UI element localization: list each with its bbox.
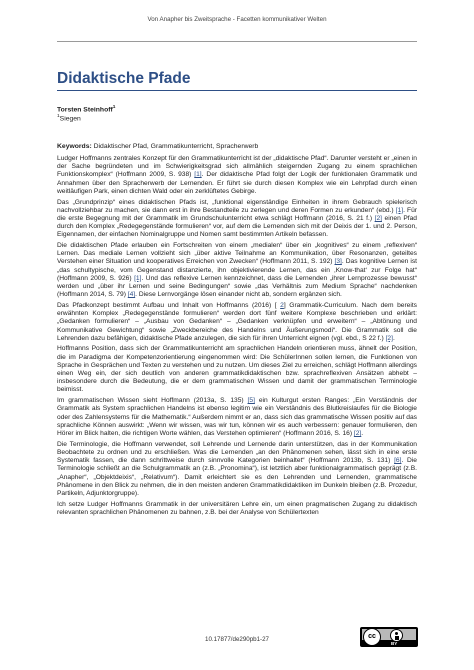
- article-title: Didaktische Pfade: [57, 70, 191, 87]
- body-paragraph: [57, 441, 417, 498]
- paragraph-text: . Die Terminologie schließt an die Schulgrammatik an (z.B. „Pronomina“), ist letztlich aber funktionalgrammatisch geprägt (z.B. „Anapher“, „Objektdeixis“, „Relativum“). Damit erleichtert sie es den Lehrenden und Lernenden, grammatische Phänomene in den Blick zu nehmen, die in den meisten anderen Grammatikdidaktiken im Dunkeln bleiben (z.B. Prozedur, Partikeln, Adjunktorgruppe).: [57, 457, 417, 497]
- cc-by-license-badge[interactable]: [360, 627, 418, 647]
- person-body-shape: [395, 636, 399, 640]
- affiliation-mark: 1: [57, 114, 60, 119]
- paragraph-text: . Der didaktische Pfad folgt der Logik der funktionalen Grammatik und Annahmen über den Spracherwerb der Lernenden. Er führt sie durch diesen Komplex wie ein Lehrpfad durch einen weitläufigen Park, einen dichten Wald oder ein zerklüftetes Gebirge.: [57, 171, 417, 195]
- body-paragraph: [57, 397, 417, 438]
- keywords-text: Didaktischer Pfad, Grammatikunterricht, Spracherwerb: [93, 143, 259, 150]
- affiliation-place: Siegen: [59, 115, 81, 123]
- title-divider: [57, 90, 417, 91]
- reference-link[interactable]: [4]: [127, 291, 136, 299]
- author-name: Torsten Steinhoff: [57, 106, 113, 114]
- paragraph-text: .: [361, 430, 364, 437]
- paragraph-text: ein Kulturgut ersten Ranges: „Ein Verständnis der Grammatik als System sprachlichen Handelns ist ebenso legitim wie ein Verständnis des Blutkreislaufes für die Biologie oder des Zahlensystems für die Mathematik.“ Außerdem nimmt er an, dass sich das grammatische Wissen positiv auf das sprachliche Können auswirkt: „Wenn wir wissen, was wir tun, können wir es auch verbessern: genauer formulieren, den Hörer im Blick halten, die richtigen Worte wählen, das Verstehen optimieren“ (Hoffmann 2016, S. 16): [57, 397, 417, 437]
- paragraph-text: Das Pfadkonzept bestimmt Aufbau und Inhalt von Hoffmanns (2016) [: [57, 301, 281, 309]
- body-paragraph: [57, 501, 417, 517]
- reference-link[interactable]: [1]: [194, 171, 202, 179]
- reference-link[interactable]: [5]: [247, 397, 255, 405]
- by-label: BY: [391, 641, 398, 646]
- reference-link[interactable]: [3]: [334, 258, 342, 266]
- keywords-label: Keywords:: [57, 143, 92, 150]
- paragraph-text: Das „Grundprinzip“ eines didaktischen Pfads ist, „funktional eigenständige Einheiten in ihrem Gebrauch spielerisch nachvollziehbar zu machen, sie dann erst in ihre Bestandteile zu zerlegen und deren Formen zu erkunden“ (ebd.): [57, 198, 417, 214]
- article-body: [57, 155, 417, 520]
- reference-link[interactable]: [1]: [134, 274, 142, 282]
- body-paragraph: [57, 199, 417, 240]
- affiliation-line: [57, 114, 81, 122]
- author-line: [57, 105, 115, 113]
- body-paragraph: [57, 345, 417, 394]
- paragraph-text: . Für die erste Begegnung mit der Grammatik im Grundschulunterricht etwa schlägt Hoffmann (2016, S. 21 f.): [57, 206, 417, 222]
- reference-link[interactable]: [2]: [374, 214, 382, 222]
- reference-link[interactable]: 2: [280, 301, 284, 309]
- paragraph-text: Hoffmanns Position, dass sich der Grammatikunterricht am sprachlichen Handeln orientieren muss, ähnelt der Position, die im Paradigma der Kompetenzorientierung eingenommen wird: Die SchülerInnen sollen lernen, die Funktionen von Sprache in Gesprächen und Texten zu verstehen und zu nutzen. Um dieses Ziel zu erreichen, schlägt Hoffmann allerdings einen Weg ein, der sich deutlich von anderen grammatikdidaktischen bzw. sprachreflexiven Ansätzen abhebt – insbesondere durch die Bedeutung, die er dem grammatischen Wissen und damit der grammatischen Terminologie beimisst.: [57, 345, 417, 394]
- paragraph-text: Ludger Hoffmanns zentrales Konzept für den Grammatikunterricht ist der „didaktische Pfad“. Darunter versteht er „einen in der Sache begründeten und im Schwierigkeitsgrad sich allmählich steigernden Zugang zu einem sprachlichen Funktionskomplex“ (Hoffmann 2009, S. 938): [57, 155, 417, 179]
- body-paragraph: [57, 242, 417, 299]
- body-paragraph: [57, 302, 417, 343]
- paragraph-text: . Und das reflexive Lernen kennzeichnet, dass die Lernenden „ihrer Lernprozesse bewusst“ werden und „über ihr Lernen und seine Bedingungen“ sowie „das Verhältnis zum Medium Sprache“ nachdenken (Hoffmann 2014, S. 79): [57, 274, 417, 299]
- paragraph-text: Im grammatischen Wissen sieht Hoffmann (2013a, S. 135): [57, 397, 248, 405]
- cc-icon: cc: [363, 628, 381, 646]
- author-affiliation-mark: 1: [112, 105, 116, 110]
- reference-link[interactable]: [2]: [353, 430, 362, 437]
- reference-link[interactable]: [6]: [394, 457, 402, 465]
- paragraph-text: Die didaktischen Pfade erlauben ein Fortschreiten von einem „medialen“ über ein „kognitives“ zu einem „reflexiven“ Lernen. Das mediale Lernen vollzieht sich „über aktive Teilnahme an Kommunikation, über Resonanzen, geteiltes Verstehen einer Situation und kooperatives Erreichen von Zwecken“ (Hoffmann 2011, S. 192): [57, 242, 417, 266]
- doi-footer[interactable]: 10.17877/de290pb1-27: [205, 636, 269, 643]
- reference-link[interactable]: [2]: [385, 334, 393, 342]
- body-paragraph: [57, 155, 417, 196]
- paragraph-text: Die Terminologie, die Hoffmann verwendet, soll Lehrende und Lernende darin unterstützen, das in der Kommunikation Beobachtete zu ordnen und zu erschließen. Was die Lernenden „an den Phänomenen sehen, lässt sich in eine erste Systematik fassen, die dann schrittweise durch sinnvolle Kategorien beinhaltet“ (Hoffmann 2013b, S. 131): [57, 440, 417, 465]
- reference-link[interactable]: [1]: [395, 206, 404, 214]
- paragraph-text: . Das kognitive Lernen ist „das schultypische, vom Gegenstand distanzierte, ihn objektivierende Lernen, das ein ‚Know-that‘ zur Folge hat“ (Hoffmann 2009, S. 926): [57, 258, 417, 282]
- paragraph-text: .: [392, 334, 395, 342]
- running-head: Von Anapher bis Zweitsprache - Facetten kommunikativer Welten: [147, 16, 327, 23]
- header-divider: [57, 41, 417, 42]
- keywords-line: [57, 143, 258, 150]
- paragraph-text: ] Grammatik-Curriculum. Nach dem bereits erwähnten Komplex „Redegegenstände formulieren“ werden dort fünf weitere Komplexe beschrieben und erklärt: „Gedanken formulieren“ – „Ausbau von Gedanken“ – „Gedanken verknüpfen und erweitern“ – „Abtönung und Kommunikative Gewichtung“ sowie „Zweckbereiche des Handelns und Äußerungsmodi“. Die Grammatik soll die Lehrenden dazu befähigen, didaktische Pfade anzulegen, die sich für ihren Unterricht eignen (vgl. ebd., S 22 f.): [57, 301, 418, 342]
- paragraph-text: Ich setze Ludger Hoffmanns Grammatik in der universitären Lehre ein, um einen pragmatischen Zugang zu didaktisch relevanten sprachlichen Phänomenen zu bahnen, z.B. bei der Analyse von Schülertexten: [57, 500, 417, 516]
- paragraph-text: einen Pfad durch den Komplex „Redegegenstände formulieren“ vor, auf dem die Lernenden sich mit der Deixis der 1. und 2. Person, Eigennamen, der einfachen Nominalgruppe und Nomen samt bestimmten Artikeln befassen.: [57, 214, 417, 239]
- paragraph-text: . Diese Lernvorgänge lösen einander nicht ab, sondern ergänzen sich.: [135, 291, 342, 299]
